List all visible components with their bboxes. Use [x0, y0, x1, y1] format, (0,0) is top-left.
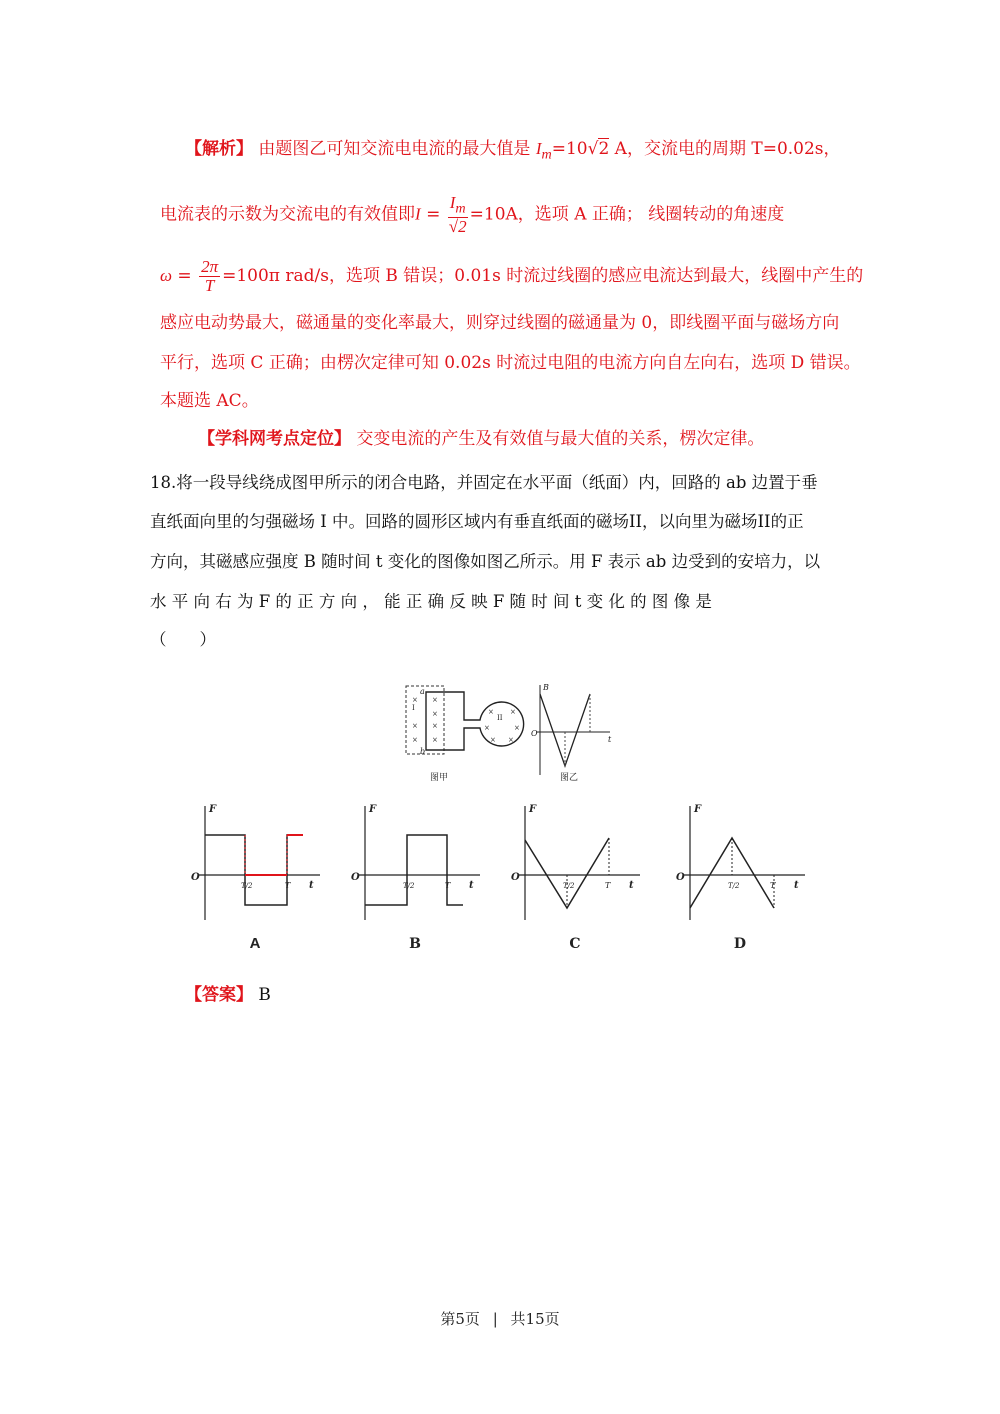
- page-footer: [0, 1308, 1000, 1329]
- caption-yi: 图乙: [560, 773, 579, 783]
- label-field-ii: II: [497, 714, 503, 722]
- a-curve: [205, 835, 303, 905]
- caption-jia: 图甲: [430, 773, 449, 783]
- c-axis-f: F: [529, 804, 537, 815]
- option-a-label: A: [249, 935, 261, 952]
- a-origin: O: [191, 872, 200, 883]
- option-c-graph: [505, 800, 645, 960]
- axis-origin: O: [531, 729, 538, 738]
- label-b: b: [420, 747, 426, 756]
- d-tick-t: T: [770, 881, 776, 890]
- a-axis-t: t: [309, 880, 314, 891]
- answer-value: B: [258, 985, 271, 1005]
- page-total: 共15页: [510, 1310, 560, 1328]
- location-text: 交变电流的产生及有效值与最大值的关系，楞次定律。: [356, 429, 765, 449]
- footer-separator: |: [492, 1310, 498, 1328]
- figure-circuit-and-b-graph: [400, 680, 620, 790]
- option-b-label: B: [409, 936, 421, 952]
- c-tick-t2: T/2: [563, 882, 575, 890]
- analysis-text: 由题图乙可知交流电电流的最大值是: [258, 139, 531, 159]
- analysis-tag: 【解析】: [185, 139, 253, 159]
- svg-text:×: ×: [412, 722, 418, 730]
- axis-label-t: t: [608, 735, 612, 744]
- page-number: 第5页: [440, 1310, 480, 1328]
- d-axis-t: t: [794, 880, 799, 891]
- analysis-line-4: 感应电动势最大，磁通量的变化率最大，则穿过线圈的磁通量为 0，即线圈平面与磁场方向: [160, 313, 840, 333]
- svg-text:×: ×: [488, 708, 494, 716]
- d-origin: O: [676, 872, 685, 883]
- b-curve-option: [365, 835, 463, 905]
- label-field-i: I: [412, 704, 415, 712]
- svg-text:×: ×: [514, 724, 520, 732]
- svg-text:×: ×: [412, 736, 418, 744]
- d-curve: [690, 838, 774, 908]
- a-tick-t2: T/2: [241, 882, 253, 890]
- b-axis-t: t: [469, 880, 474, 891]
- option-c-label: C: [569, 936, 581, 952]
- svg-text:×: ×: [510, 708, 516, 716]
- svg-text:×: ×: [484, 724, 490, 732]
- axis-label-b: B: [543, 683, 549, 692]
- c-axis-t: t: [629, 880, 634, 891]
- b-tick-t: T: [445, 881, 451, 890]
- im-symbol: $I_m$: [535, 139, 552, 163]
- option-a-graph: [185, 800, 325, 960]
- svg-text:×: ×: [508, 736, 514, 744]
- label-a: a: [420, 687, 425, 696]
- d-tick-t2: T/2: [728, 882, 740, 890]
- answer-line: [185, 984, 885, 1006]
- sqrt-symbol: √2: [587, 139, 610, 159]
- option-d-label: D: [733, 936, 747, 952]
- svg-text:×: ×: [412, 696, 418, 704]
- question-line-4: 水 平 向 右 为 F 的 正 方 向 ， 能 正 确 反 映 F 随 时 间 t 变 化 的 图 像 是: [150, 592, 712, 611]
- svg-text:×: ×: [490, 736, 496, 744]
- fraction-2pi-T: $\frac{2\pi}{T}$: [201, 257, 219, 295]
- svg-text:×: ×: [432, 736, 438, 744]
- a-axis-f: F: [209, 804, 217, 815]
- option-d-graph: [670, 800, 810, 960]
- analysis-line-2: 电流表的示数为交流电的有效值即I = $\frac{I_m}{√2}$ =10A，选项 A 正确； 线圈转动的角速度: [160, 193, 785, 237]
- c-curve: [525, 838, 609, 908]
- b-origin: O: [351, 872, 360, 883]
- analysis-line-5: 平行，选项 C 正确；由楞次定律可知 0.02s 时流过电阻的电流方向自左向右，选项 D 错误。: [160, 353, 861, 373]
- answer-tag: 【答案】: [185, 985, 253, 1005]
- b-curve: [540, 694, 590, 766]
- analysis-line-3: ω = $\frac{2\pi}{T}$ =100π rad/s，选项 B 错误；0.01s 时流过线圈的感应电流达到最大，线圈中产生的: [160, 257, 864, 295]
- question-line-3: 方向，其磁感应强度 B 随时间 t 变化的图像如图乙所示。用 F 表示 ab 边受到的安培力，以: [150, 552, 821, 571]
- d-axis-f: F: [694, 804, 702, 815]
- svg-text:×: ×: [432, 722, 438, 730]
- location-tag: 【学科网考点定位】: [198, 429, 351, 449]
- a-tick-t: T: [285, 881, 291, 890]
- svg-text:×: ×: [432, 710, 438, 718]
- question-line-1: 18.将一段导线绕成图甲所示的闭合电路，并固定在水平面（纸面）内，回路的 ab 边置于垂: [150, 473, 818, 492]
- b-axis-f: F: [369, 804, 377, 815]
- question-line-5: （ ）: [150, 630, 216, 649]
- svg-text:×: ×: [432, 696, 438, 704]
- fraction-im-sqrt2: $\frac{I_m}{√2}$: [448, 193, 467, 237]
- b-tick-t2: T/2: [403, 882, 415, 890]
- option-b-graph: [345, 800, 485, 960]
- location-line: [198, 428, 898, 450]
- c-tick-t: T: [605, 881, 611, 890]
- c-origin: O: [511, 872, 520, 883]
- analysis-line-1: 【解析】 由题图乙可知交流电电流的最大值是 $I_m=10√2$ A，交流电的周期 T=0.02s，: [185, 139, 841, 163]
- question-line-2: 直纸面向里的匀强磁场 I 中。回路的圆形区域内有垂直纸面的磁场II，以向里为磁场II的正: [150, 512, 804, 531]
- analysis-line-6: 本题选 AC。: [160, 391, 259, 411]
